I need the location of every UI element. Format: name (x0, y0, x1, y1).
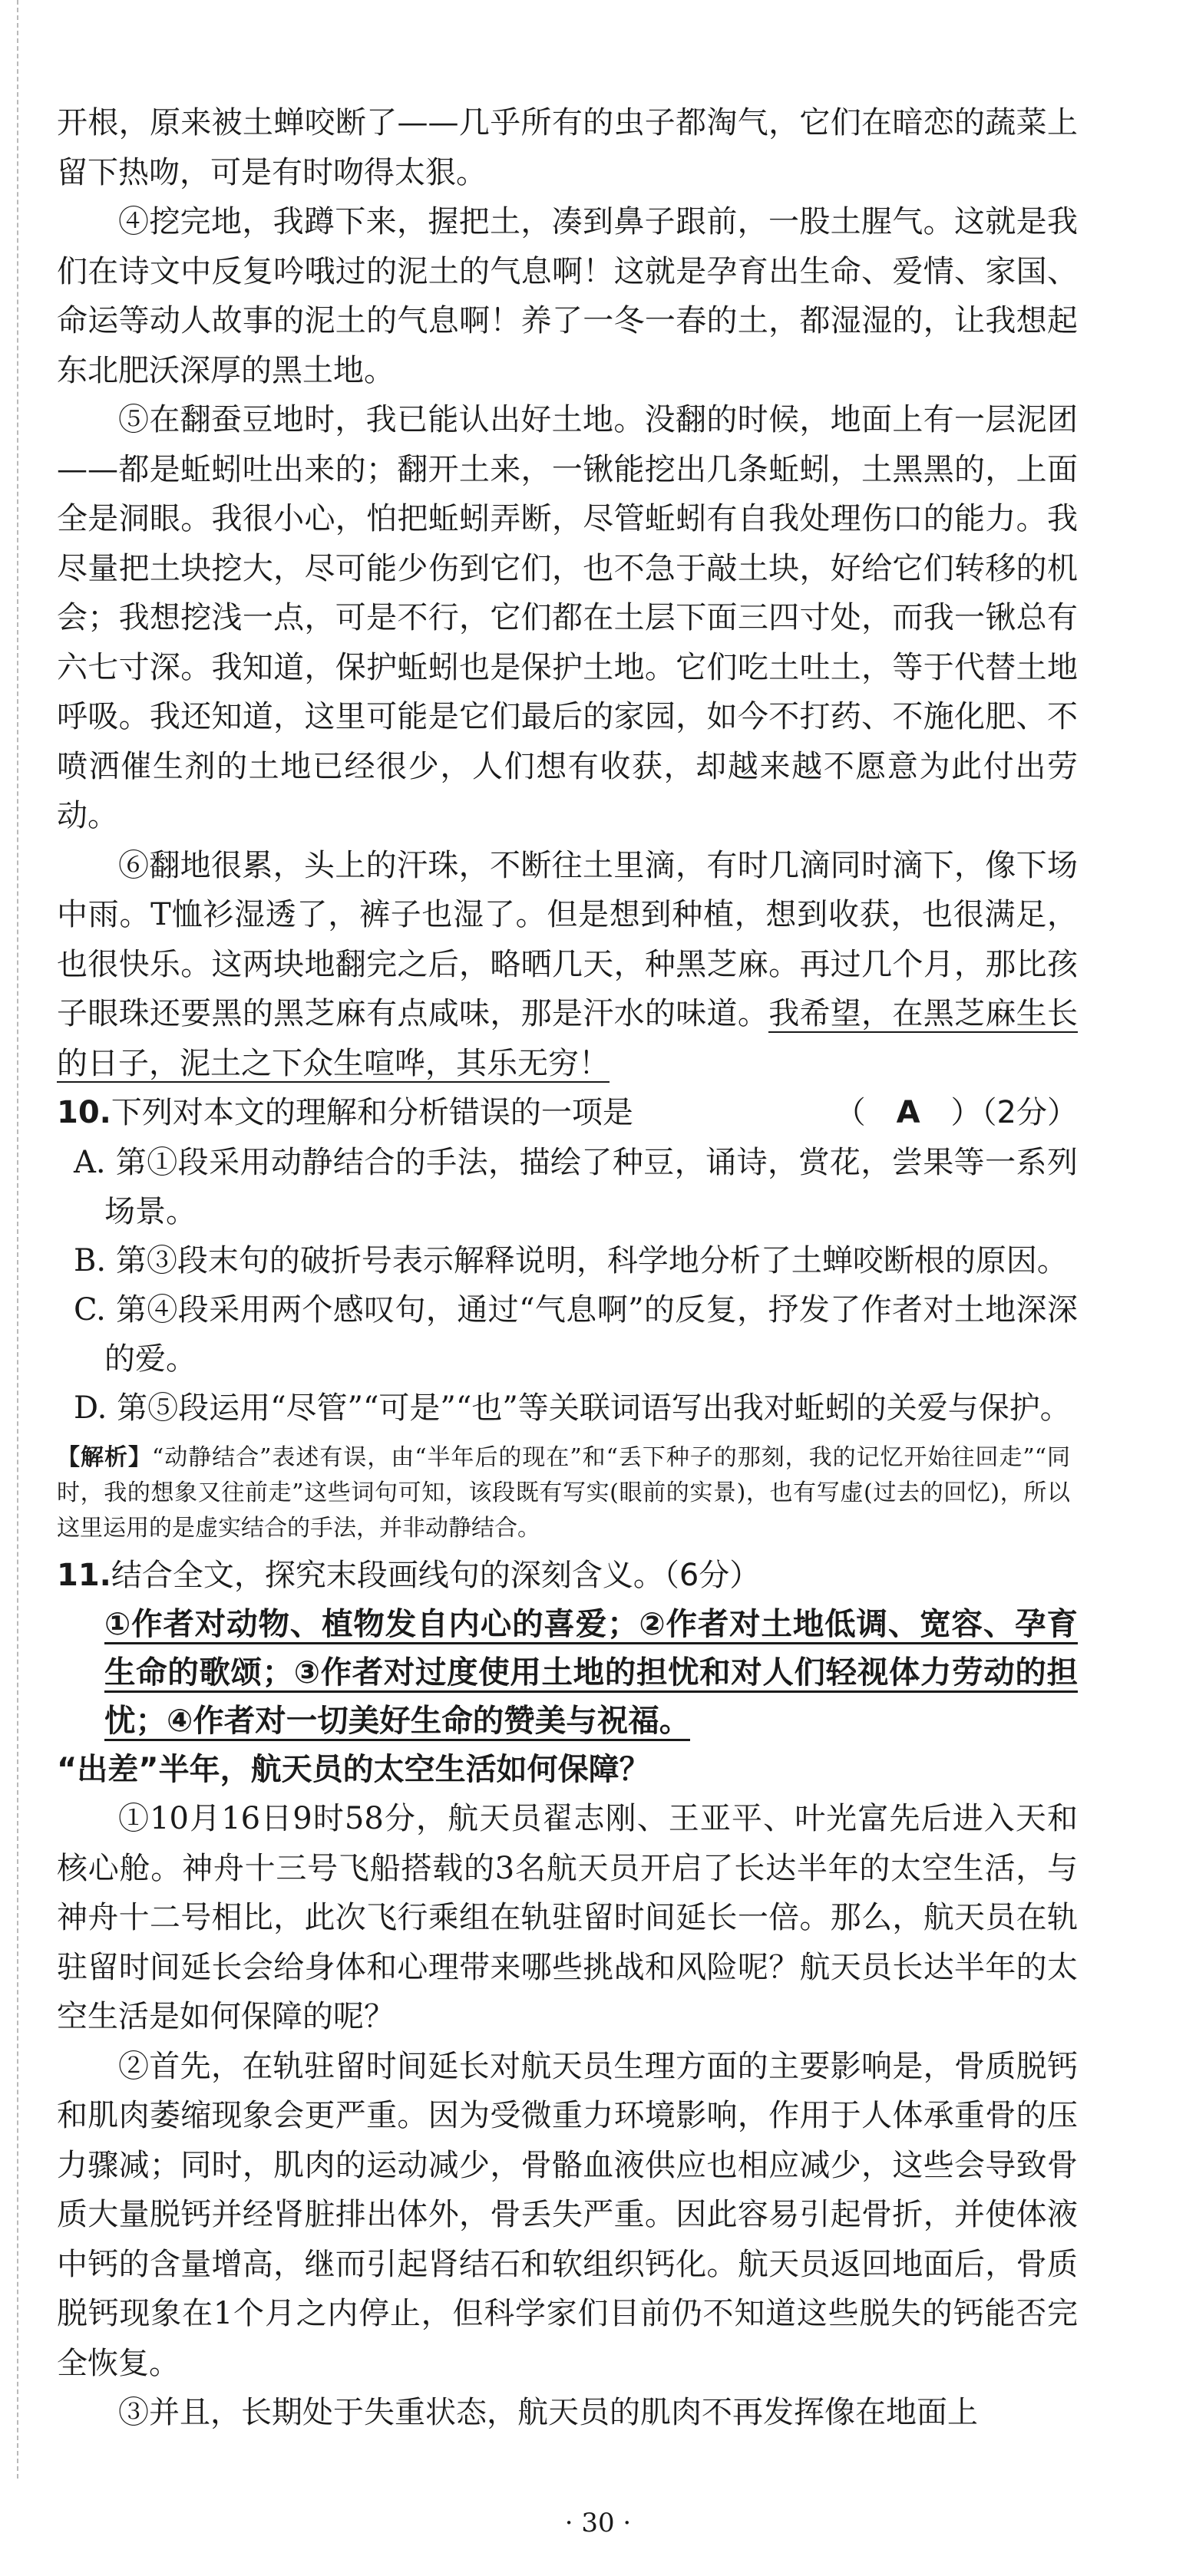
paragraph-6-main: ⑥翻地很累，头上的汗珠，不断往土里滴，有时几滴同时滴下，像下场中雨。T恤衫湿透了，裤子也湿了。但是想到种植，想到收获，也很满足，也很快乐。这两块地翻完之后，略晒几天，种黑芝麻。再过几个月，那比孩子眼珠还要黑的黑芝麻有点咸味，那是汗水的味道。 (57, 847, 1078, 1031)
passage-2-paragraph-2: ②首先，在轨驻留时间延长对航天员生理方面的主要影响是，骨质脱钙和肌肉萎缩现象会更严重。因为受微重力环境影响，作用于人体承重骨的压力骤减；同时，肌肉的运动减少，骨骼血液供应也相应减少，这些会导致骨质大量脱钙并经肾脏排出体外，骨丢失严重。因此容易引起骨折，并使体液中钙的含量增高，继而引起肾结石和软组织钙化。航天员返回地面后，骨质脱钙现象在1个月之内停止，但科学家们目前仍不知道这些脱失的钙能否完全恢复。 (57, 2048, 1078, 2381)
paragraph-5: ⑤在翻蚕豆地时，我已能认出好土地。没翻的时候，地面上有一层泥团——都是蚯蚓吐出来的；翻开土来，一锹能挖出几条蚯蚓，土黑黑的，上面全是洞眼。我很小心，怕把蚯蚓弄断，尽管蚯蚓有自我处理伤口的能力。我尽量把土块挖大，尽可能少伤到它们，也不急于敲土块，好给它们转移的机会；我想挖浅一点，可是不行，它们都在土层下面三四寸处，而我一锹总有六七寸深。我知道，保护蚯蚓也是保护土地。它们吃土吐土，等于代替土地呼吸。我还知道，这里可能是它们最后的家园，如今不打药、不施化肥、不喷洒催生剂的土地已经很少，人们想有收获，却越来越不愿意为此付出劳动。 (57, 402, 1078, 833)
analysis (57, 1440, 1078, 1546)
binding-margin-line (17, 0, 18, 2479)
question-10 (57, 1088, 1078, 1138)
question-11-number: 11. (57, 1557, 111, 1593)
analysis-text: “动静结合”表述有误，由“半年后的现在”和“丢下种子的那刻，我的记忆开始往回走”“同时，我的想象又往前走”这些词句可知，该段既有写实(眼前的实景)，也有写虚(过去的回忆)，所以这里运用的是虚实结合的手法，并非动静结合。 (57, 1443, 1071, 1542)
answer-letter: A (896, 1095, 920, 1130)
question-11-answer-text: ①作者对动物、植物发自内心的喜爱；②作者对土地低调、宽容、孕育生命的歌颂；③作者对过度使用土地的担忧和对人们轻视体力劳动的担忧；④作者对一切美好生命的赞美与祝福。 (104, 1605, 1078, 1741)
answer-close: ）（2分） (920, 1095, 1078, 1130)
question-10-answer (835, 1088, 1078, 1138)
paragraph-4: ④挖完地，我蹲下来，握把土，凑到鼻子跟前，一股土腥气。这就是我们在诗文中反复吟哦过的泥土的气息啊！这就是孕育出生命、爱情、家国、命运等动人故事的泥土的气息啊！养了一冬一春的土，都湿湿的，让我想起东北肥沃深厚的黑土地。 (57, 204, 1078, 388)
page-number: · 30 · (564, 2508, 632, 2538)
option-d: D. 第⑤段运用“尽管”“可是”“也”等关联词语写出我对蚯蚓的关爱与保护。 (74, 1390, 1071, 1426)
question-11-stem: 结合全文，探究末段画线句的深刻含义。（6分） (111, 1557, 761, 1593)
passage-2-paragraph-3: ③并且，长期处于失重状态，航天员的肌肉不再发挥像在地面上 (118, 2395, 978, 2430)
passage-2-paragraph-1: ①10月16日9时58分，航天员翟志刚、王亚平、叶光富先后进入天和核心舱。神舟十三号飞船搭载的3名航天员开启了长达半年的太空生活，与神舟十二号相比，此次飞行乘组在轨驻留时间延长一倍。那么，航天员在轨驻留时间延长会给身体和心理带来哪些挑战和风险呢？航天员长达半年的太空生活是如何保障的呢？ (57, 1801, 1078, 2034)
question-10-stem: 下列对本文的理解和分析错误的一项是 (111, 1095, 633, 1130)
passage-2-title: “出差”半年，航天员的太空生活如何保障？ (57, 1752, 650, 1787)
question-11-answer (57, 1600, 1078, 1745)
option-a: A. 第①段采用动静结合的手法，描绘了种豆，诵诗，赏花，尝果等一系列场景。 (74, 1144, 1078, 1229)
answer-open: （ (834, 1095, 897, 1130)
analysis-tag: 【解析】 (57, 1443, 152, 1471)
option-c: C. 第④段采用两个感叹句，通过“气息啊”的反复，抒发了作者对土地深深的爱。 (74, 1291, 1078, 1377)
paragraph-continued: 开根，原来被土蝉咬断了——几乎所有的虫子都淘气，它们在暗恋的蔬菜上留下热吻，可是有时吻得太狠。 (57, 105, 1078, 190)
option-b: B. 第③段末句的破折号表示解释说明，科学地分析了土蝉咬断根的原因。 (74, 1242, 1068, 1278)
question-11 (57, 1551, 1078, 1601)
underlined-sentence: 我希望，在黑芝麻生长的日子，泥土之下众生喧哗，其乐无穷！ (57, 996, 1078, 1081)
page-content (57, 98, 1078, 2438)
question-10-number: 10. (57, 1095, 111, 1130)
paragraph-6 (57, 841, 1078, 1089)
